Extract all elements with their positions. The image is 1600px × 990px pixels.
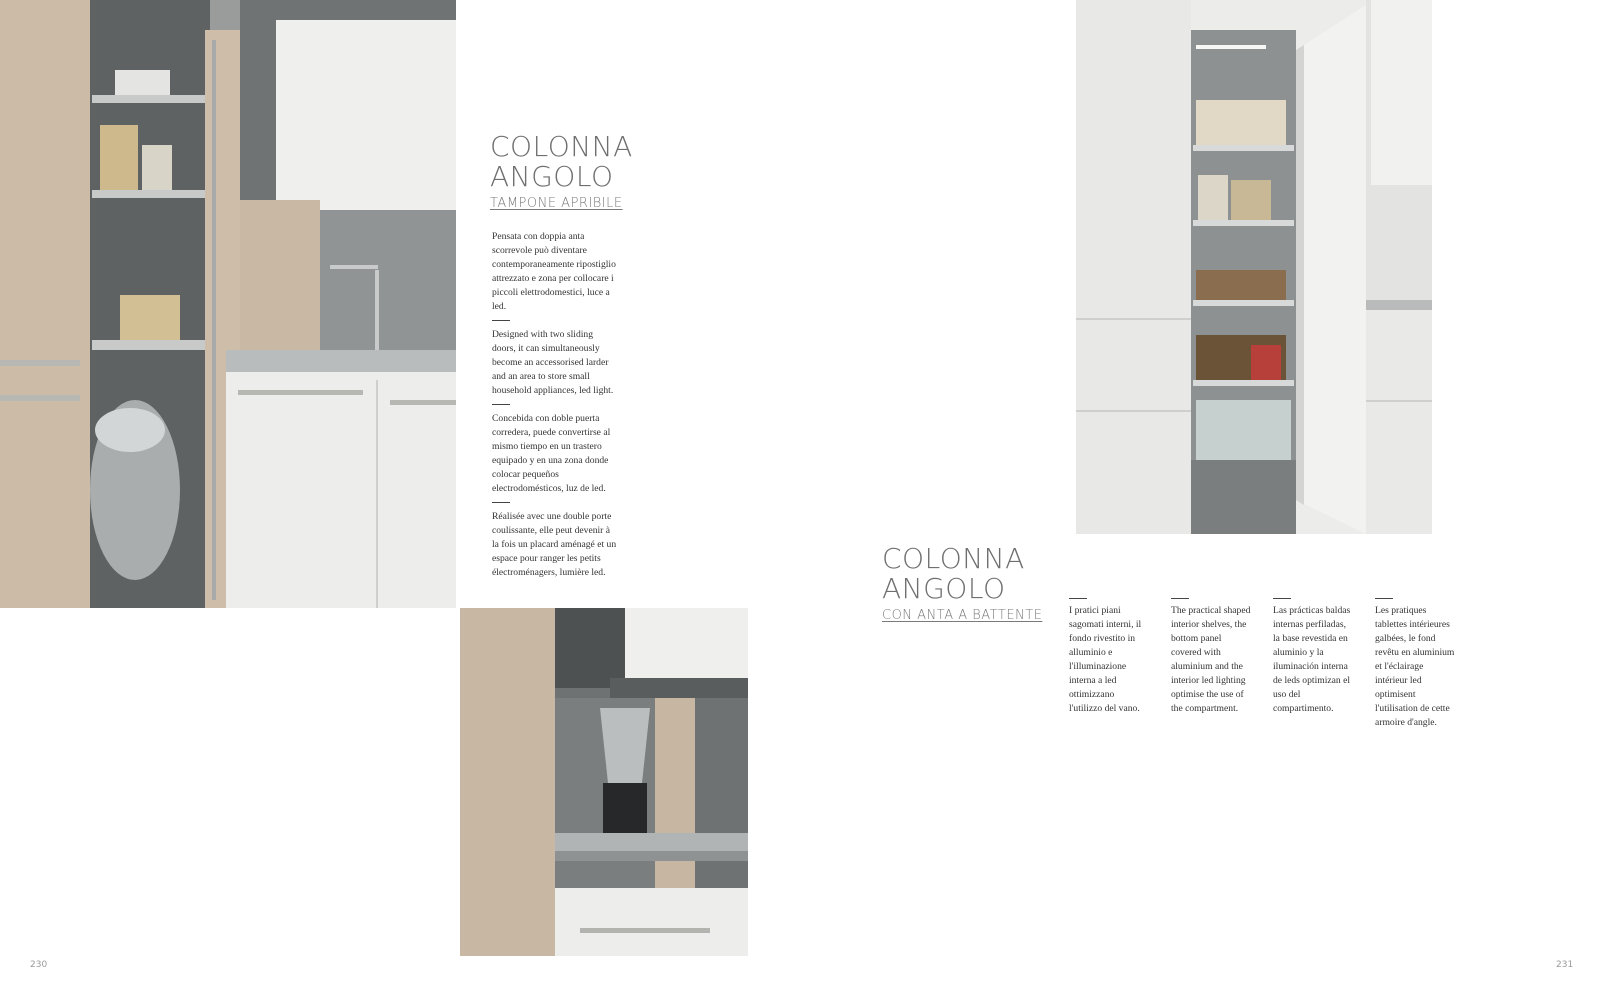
paragraph-italian: Pensata con doppia anta scorrevole può diventare contemporaneamente ripostiglio attrezzato e zona per collocare i piccoli elettrodomestici, luce a led. bbox=[492, 231, 616, 312]
paragraph-english: Designed with two sliding doors, it can simultaneously become an accessorised larder and an area to store small household appliances, led light. bbox=[492, 329, 614, 396]
corner-cabinet-photo bbox=[1076, 0, 1432, 534]
left-heading-line2: ANGOLO bbox=[490, 160, 614, 193]
right-heading-line1: COLONNA bbox=[882, 542, 1025, 575]
column-spanish bbox=[1273, 598, 1353, 730]
column-french-text: Les pratiques tablettes intérieures galbées, le fond revêtu en aluminium et l'éclairage intérieur led optimisent l'utilisation de cette armoire d'angle. bbox=[1375, 605, 1455, 728]
column-italian bbox=[1069, 598, 1149, 730]
right-heading bbox=[882, 544, 1042, 623]
divider bbox=[1273, 598, 1291, 599]
left-heading bbox=[490, 132, 633, 211]
column-italian-text: I pratici piani sagomati interni, il fondo rivestito in alluminio e l'illuminazione interna a led ottimizzano l'utilizzo del vano. bbox=[1069, 605, 1142, 714]
divider bbox=[1069, 598, 1087, 599]
right-heading-line2: ANGOLO bbox=[882, 572, 1006, 605]
page-number-left: 230 bbox=[30, 960, 48, 970]
column-french bbox=[1375, 598, 1455, 730]
column-english-text: The practical shaped interior shelves, the bottom panel covered with aluminium and the interior led lighting optimise the use of the compartment. bbox=[1171, 605, 1251, 714]
column-english bbox=[1171, 598, 1251, 730]
divider bbox=[492, 502, 510, 503]
divider bbox=[492, 404, 510, 405]
left-heading-subtitle: TAMPONE APRIBILE bbox=[490, 196, 623, 211]
column-spanish-text: Las prácticas baldas internas perfiladas, la base revestida en aluminio y la iluminación interna de leds optimizan el uso del compartimento. bbox=[1273, 605, 1351, 714]
page-number-right: 231 bbox=[1556, 960, 1574, 970]
right-heading-subtitle: CON ANTA A BATTENTE bbox=[882, 608, 1043, 623]
paragraph-spanish: Concebida con doble puerta corredera, puede convertirse al mismo tiempo en un trastero equipado y en una zona donde colocar pequeños electrodomésticos, luz de led. bbox=[492, 413, 611, 494]
divider bbox=[492, 320, 510, 321]
kitchen-pantry-photo bbox=[0, 0, 456, 608]
divider bbox=[1375, 598, 1393, 599]
blender-shelf-photo bbox=[460, 608, 748, 956]
paragraph-french: Réalisée avec une double porte coulissante, elle peut devenir à la fois un placard aménagé et un espace pour ranger les petits électroménagers, lumière led. bbox=[492, 511, 617, 578]
left-heading-line1: COLONNA bbox=[490, 130, 633, 163]
divider bbox=[1171, 598, 1189, 599]
left-text-column bbox=[492, 230, 617, 580]
right-text-columns bbox=[1069, 598, 1455, 730]
